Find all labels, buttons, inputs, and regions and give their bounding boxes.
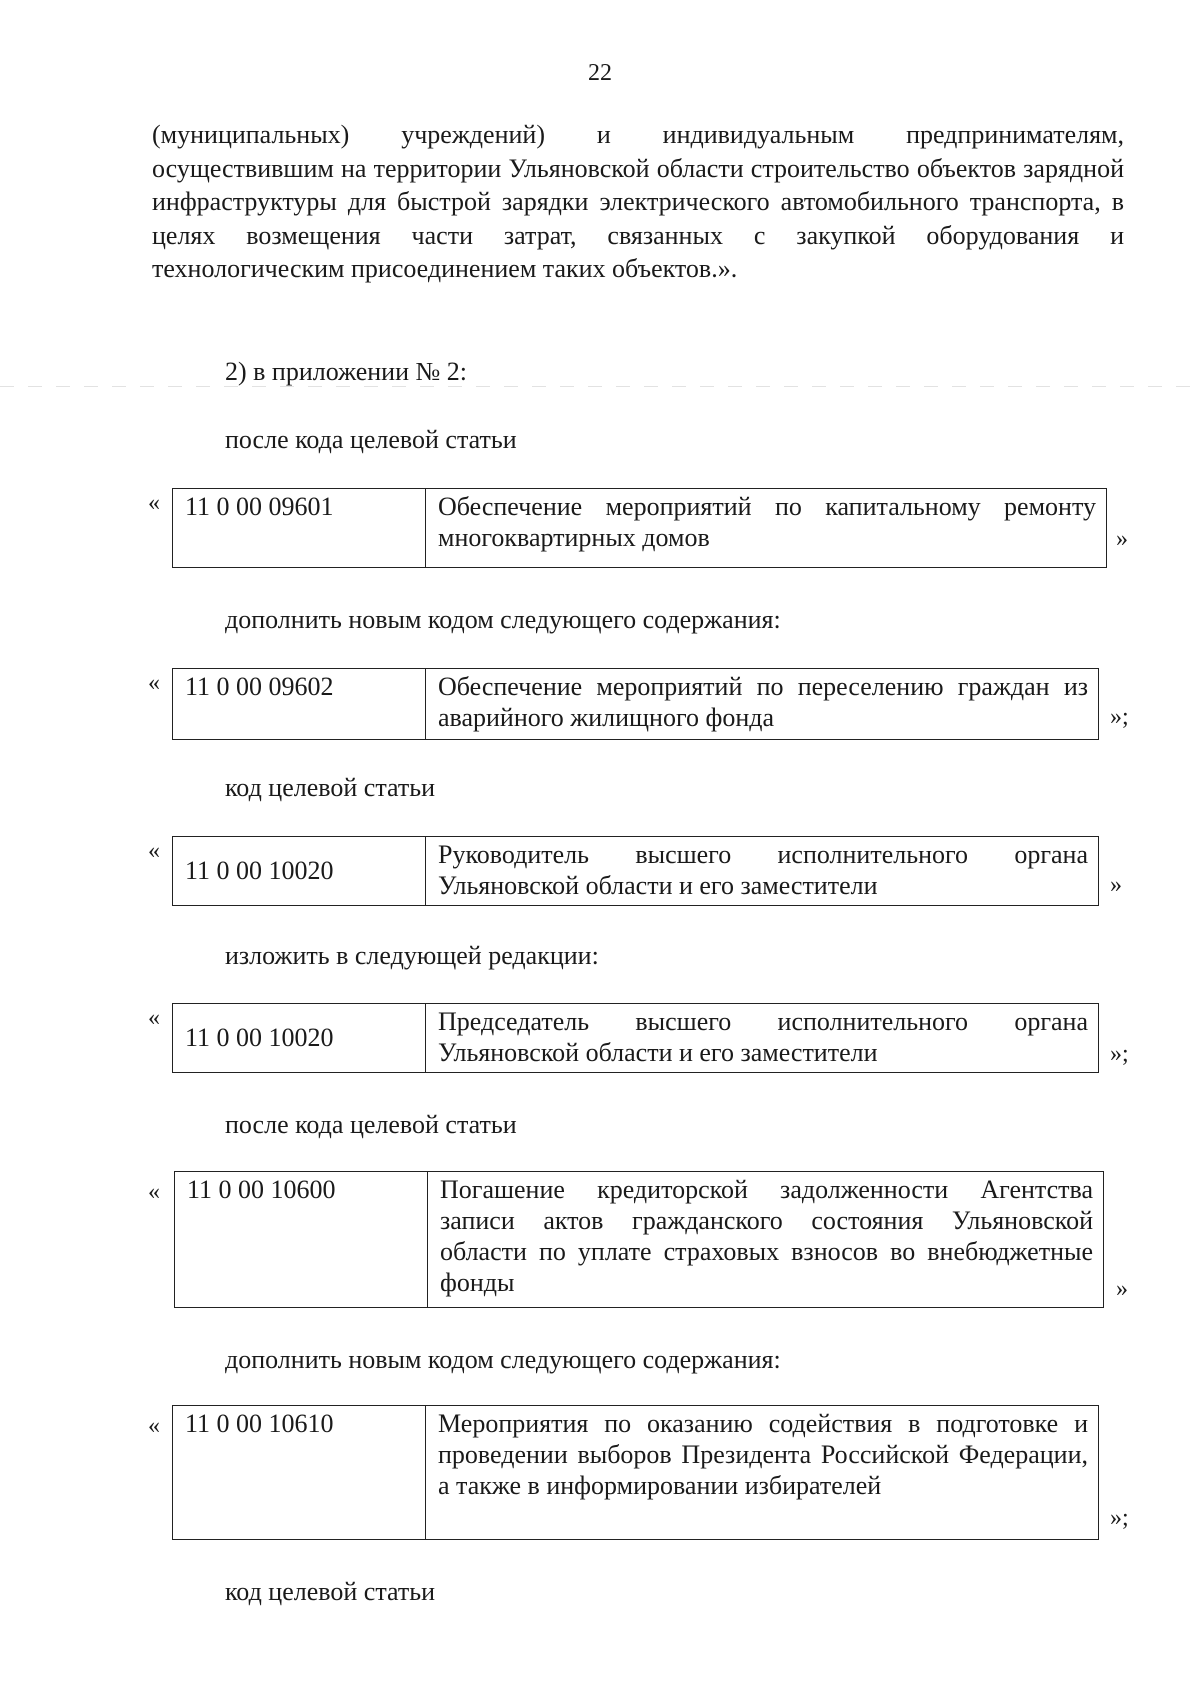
appendix-heading: 2) в приложении № 2: [225,357,468,386]
code-table-4 [172,1003,1099,1073]
description-cell: Председатель высшего исполнительного органа Ульяновской области и его заместители [426,1004,1099,1073]
description-cell: Руководитель высшего исполнительного органа Ульяновской области и его заместители [426,837,1099,906]
code-entry-4 [148,1003,1148,1073]
instruction-code-article-1: код целевой статьи [225,773,435,802]
code-table-1 [172,488,1107,568]
open-quote: « [148,1005,160,1031]
close-quote: » [1116,1276,1128,1302]
open-quote: « [148,1179,160,1205]
code-entry-1 [148,488,1148,568]
code-cell: 11 0 00 10600 [175,1172,428,1308]
code-cell: 11 0 00 09601 [173,489,426,568]
table-row [173,1004,1099,1073]
instruction-after-code-1: после кода целевой статьи [225,425,517,454]
instruction-add-new-1: дополнить новым кодом следующего содержания: [225,605,781,634]
close-quote: » [1116,526,1128,552]
close-quote: »; [1110,1505,1129,1531]
code-entry-2 [148,668,1148,740]
instruction-after-code-2: после кода целевой статьи [225,1110,517,1139]
open-quote: « [148,490,160,516]
description-cell: Мероприятия по оказанию содействия в подготовке и проведении выборов Президента Российской Федерации, а также в информировании избирателей [426,1406,1099,1540]
page-number: 22 [588,60,612,86]
instruction-code-article-2: код целевой статьи [225,1577,435,1606]
code-entry-6 [148,1405,1148,1540]
table-row [173,837,1099,906]
code-table-3 [172,836,1099,906]
code-table-5 [174,1171,1104,1308]
description-cell: Погашение кредиторской задолженности Агентства записи актов гражданского состояния Ульяновской области по уплате страховых взносов во внебюджетные фонды [428,1172,1104,1308]
close-quote: »; [1110,704,1129,730]
open-quote: « [148,1413,160,1439]
code-table-2 [172,668,1099,740]
code-cell: 11 0 00 10610 [173,1406,426,1540]
code-table-6 [172,1405,1099,1540]
open-quote: « [148,670,160,696]
instruction-add-new-2: дополнить новым кодом следующего содержания: [225,1345,781,1374]
scan-artifact-line [0,386,1200,387]
code-cell: 11 0 00 10020 [173,837,426,906]
table-row [173,489,1107,568]
close-quote: » [1110,872,1122,898]
close-quote: »; [1110,1041,1129,1067]
table-row [175,1172,1104,1308]
open-quote: « [148,838,160,864]
code-entry-3 [148,836,1148,904]
description-cell: Обеспечение мероприятий по переселению граждан из аварийного жилищного фонда [426,669,1099,740]
instruction-restate: изложить в следующей редакции: [225,941,599,970]
description-cell: Обеспечение мероприятий по капитальному ремонту многоквартирных домов [426,489,1107,568]
code-cell: 11 0 00 09602 [173,669,426,740]
code-cell: 11 0 00 10020 [173,1004,426,1073]
code-entry-5 [148,1171,1148,1308]
table-row [173,669,1099,740]
table-row [173,1406,1099,1540]
intro-paragraph: (муниципальных) учреждений) и индивидуальным предпринимателям, осуществившим на территории Ульяновской области строительство объектов зарядной инфраструктуры для быстрой зарядки электрического автомобильного транспорта, в целях возмещения части затрат, связанных с закупкой оборудования и технологическим присоединением таких объектов.». [152,120,1124,283]
